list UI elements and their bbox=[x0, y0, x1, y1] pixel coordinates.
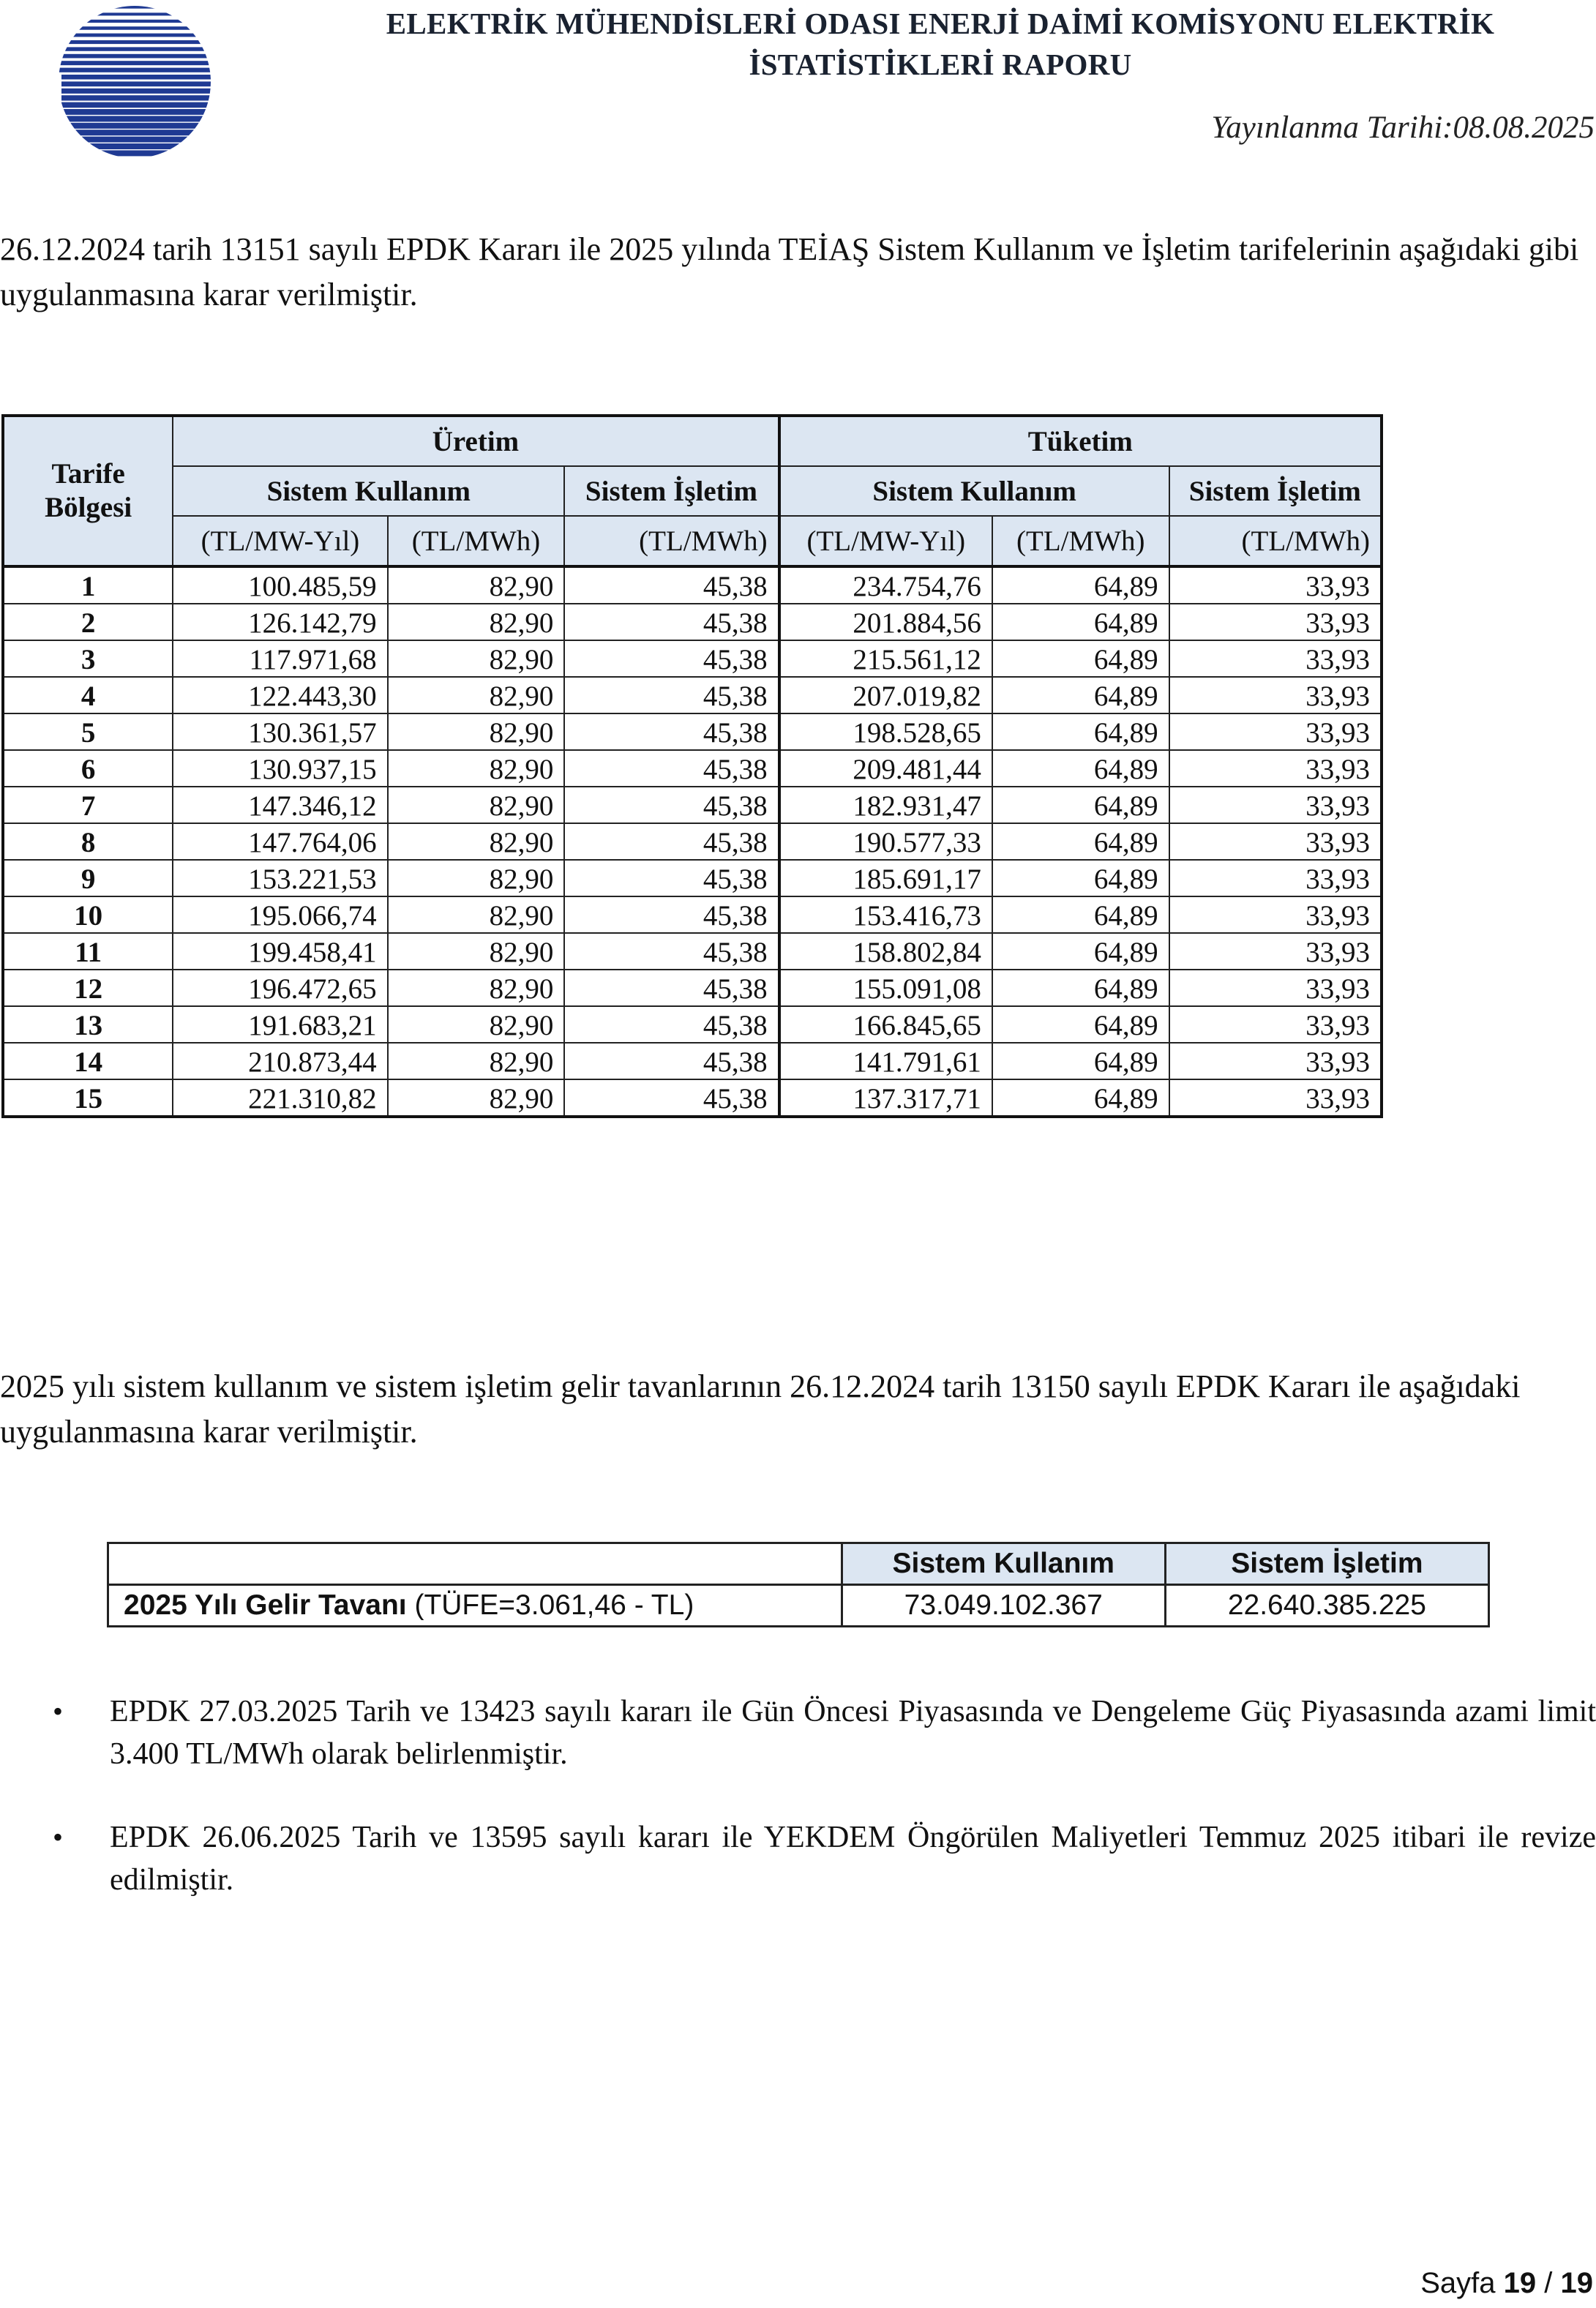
tariff-value-cell: 221.310,82 bbox=[173, 1079, 387, 1117]
tariff-value-cell: 45,38 bbox=[564, 604, 779, 640]
tariff-value-cell: 45,38 bbox=[564, 933, 779, 970]
tariff-value-cell: 117.971,68 bbox=[173, 640, 387, 677]
region-number-cell: 15 bbox=[3, 1079, 173, 1117]
tariff-value-cell: 33,93 bbox=[1169, 896, 1382, 933]
second-paragraph: 2025 yılı sistem kullanım ve sistem işletim gelir tavanlarının 26.12.2024 tarih 13150 sayılı EPDK Kararı ile aşağıdaki uygulanmasına karar verilmiştir. bbox=[0, 1368, 1521, 1450]
tariff-value-cell: 147.764,06 bbox=[173, 823, 387, 860]
logo-stripe bbox=[61, 75, 220, 80]
tariff-value-cell: 155.091,08 bbox=[779, 970, 992, 1006]
tariff-value-cell: 64,89 bbox=[992, 640, 1169, 677]
tariff-value-cell: 207.019,82 bbox=[779, 677, 992, 713]
tariff-value-cell: 64,89 bbox=[992, 896, 1169, 933]
tariff-value-cell: 126.142,79 bbox=[173, 604, 387, 640]
tariff-value-cell: 141.791,61 bbox=[779, 1043, 992, 1079]
logo-stripe bbox=[61, 143, 220, 149]
tariff-value-cell: 45,38 bbox=[564, 970, 779, 1006]
region-number-cell: 14 bbox=[3, 1043, 173, 1079]
tariff-value-cell: 64,89 bbox=[992, 860, 1169, 896]
logo-stripe bbox=[61, 116, 220, 121]
bullet-item bbox=[0, 1816, 1596, 1901]
production-operation-header: Sistem İşletim bbox=[564, 466, 779, 516]
tariff-value-cell: 82,90 bbox=[388, 787, 565, 823]
logo-stripe bbox=[61, 89, 220, 94]
revenue-cap-label bbox=[108, 1585, 842, 1627]
page-current: 19 bbox=[1503, 2267, 1537, 2299]
table-row bbox=[3, 860, 1382, 896]
tariff-value-cell: 64,89 bbox=[992, 566, 1169, 604]
tariff-value-cell: 234.754,76 bbox=[779, 566, 992, 604]
logo-stripe bbox=[61, 102, 220, 108]
logo-stripe bbox=[54, 12, 220, 15]
tariff-value-cell: 33,93 bbox=[1169, 1006, 1382, 1043]
tariff-value-cell: 82,90 bbox=[388, 566, 565, 604]
tariff-value-cell: 33,93 bbox=[1169, 1043, 1382, 1079]
region-number-cell: 13 bbox=[3, 1006, 173, 1043]
table-row bbox=[3, 604, 1382, 640]
tariff-value-cell: 201.884,56 bbox=[779, 604, 992, 640]
system-usage-value: 73.049.102.367 bbox=[842, 1585, 1165, 1627]
tariff-value-cell: 64,89 bbox=[992, 933, 1169, 970]
tariff-value-cell: 45,38 bbox=[564, 640, 779, 677]
empty-header-cell bbox=[108, 1543, 842, 1585]
table-row bbox=[3, 933, 1382, 970]
production-usage-header: Sistem Kullanım bbox=[173, 466, 564, 516]
tariff-value-cell: 33,93 bbox=[1169, 677, 1382, 713]
tariff-value-cell: 191.683,21 bbox=[173, 1006, 387, 1043]
region-number-cell: 1 bbox=[3, 566, 173, 604]
tariff-value-cell: 153.416,73 bbox=[779, 896, 992, 933]
table-row bbox=[3, 750, 1382, 787]
tariff-value-cell: 45,38 bbox=[564, 860, 779, 896]
logo-stripe bbox=[54, 20, 220, 23]
tariff-value-cell: 215.561,12 bbox=[779, 640, 992, 677]
report-title-line-2: İSTATİSTİKLERİ RAPORU bbox=[749, 48, 1132, 81]
bullet-text: EPDK 27.03.2025 Tarih ve 13423 sayılı kararı ile Gün Öncesi Piyasasında ve Dengeleme Güç Piyasasında azami limit 3.400 TL/MWh olarak belirlenmiştir. bbox=[110, 1695, 1596, 1771]
tariff-value-cell: 198.528,65 bbox=[779, 713, 992, 750]
tariff-value-cell: 196.472,65 bbox=[173, 970, 387, 1006]
region-number-cell: 12 bbox=[3, 970, 173, 1006]
tariff-value-cell: 210.873,44 bbox=[173, 1043, 387, 1079]
tariff-value-cell: 33,93 bbox=[1169, 750, 1382, 787]
bullet-item bbox=[0, 1690, 1596, 1775]
tariff-value-cell: 33,93 bbox=[1169, 860, 1382, 896]
tariff-value-cell: 153.221,53 bbox=[173, 860, 387, 896]
table-row bbox=[3, 1079, 1382, 1117]
logo-stripe bbox=[54, 34, 220, 37]
tariff-value-cell: 45,38 bbox=[564, 566, 779, 604]
bullet-icon: • bbox=[53, 1695, 64, 1728]
table-row bbox=[3, 1043, 1382, 1079]
region-number-cell: 5 bbox=[3, 713, 173, 750]
tariff-value-cell: 190.577,33 bbox=[779, 823, 992, 860]
tariff-value-cell: 64,89 bbox=[992, 970, 1169, 1006]
tariff-value-cell: 33,93 bbox=[1169, 933, 1382, 970]
tariff-value-cell: 182.931,47 bbox=[779, 787, 992, 823]
logo-stripe bbox=[54, 61, 220, 65]
tariff-value-cell: 166.845,65 bbox=[779, 1006, 992, 1043]
tariff-value-cell: 45,38 bbox=[564, 823, 779, 860]
tariff-value-cell: 82,90 bbox=[388, 970, 565, 1006]
tariff-value-cell: 33,93 bbox=[1169, 713, 1382, 750]
tariff-value-cell: 137.317,71 bbox=[779, 1079, 992, 1117]
region-header: Tarife Bölgesi bbox=[3, 416, 173, 566]
logo-stripe bbox=[54, 6, 220, 9]
bullet-text: EPDK 26.06.2025 Tarih ve 13595 sayılı kararı ile YEKDEM Öngörülen Maliyetleri Temmuz 2025 itibari ile revize edilmiştir. bbox=[110, 1821, 1596, 1897]
revenue-cap-label-bold: 2025 Yılı Gelir Tavanı bbox=[124, 1589, 407, 1621]
tariff-value-cell: 45,38 bbox=[564, 713, 779, 750]
tariff-value-cell: 82,90 bbox=[388, 677, 565, 713]
region-number-cell: 9 bbox=[3, 860, 173, 896]
system-operation-header: Sistem İşletim bbox=[1165, 1543, 1488, 1585]
table-row bbox=[3, 970, 1382, 1006]
revenue-cap-table bbox=[107, 1542, 1490, 1627]
tariff-value-cell: 64,89 bbox=[992, 1006, 1169, 1043]
tariff-value-cell: 130.361,57 bbox=[173, 713, 387, 750]
tariff-value-cell: 33,93 bbox=[1169, 604, 1382, 640]
tariff-value-cell: 33,93 bbox=[1169, 970, 1382, 1006]
tariff-value-cell: 82,90 bbox=[388, 750, 565, 787]
tariff-value-cell: 82,90 bbox=[388, 1043, 565, 1079]
tariff-value-cell: 82,90 bbox=[388, 640, 565, 677]
emo-logo bbox=[54, 0, 220, 160]
region-number-cell: 11 bbox=[3, 933, 173, 970]
logo-stripe bbox=[61, 130, 220, 135]
system-usage-header: Sistem Kullanım bbox=[842, 1543, 1165, 1585]
tariff-value-cell: 64,89 bbox=[992, 750, 1169, 787]
tariff-value-cell: 64,89 bbox=[992, 604, 1169, 640]
report-title-line-1: ELEKTRİK MÜHENDİSLERİ ODASI ENERJİ DAİMİ KOMİSYONU ELEKTRİK bbox=[386, 7, 1495, 40]
logo-stripe bbox=[61, 81, 220, 86]
tariff-value-cell: 82,90 bbox=[388, 604, 565, 640]
logo-stripe bbox=[54, 47, 220, 50]
tariff-value-cell: 199.458,41 bbox=[173, 933, 387, 970]
publication-date: Yayınlanma Tarihi:08.08.2025 bbox=[1211, 110, 1595, 145]
tariff-value-cell: 147.346,12 bbox=[173, 787, 387, 823]
tariff-value-cell: 100.485,59 bbox=[173, 566, 387, 604]
table-row bbox=[3, 823, 1382, 860]
tariff-value-cell: 45,38 bbox=[564, 1079, 779, 1117]
tariff-value-cell: 64,89 bbox=[992, 823, 1169, 860]
logo-stripe bbox=[54, 68, 220, 72]
tariff-value-cell: 45,38 bbox=[564, 896, 779, 933]
tariff-value-cell: 122.443,30 bbox=[173, 677, 387, 713]
tariff-value-cell: 130.937,15 bbox=[173, 750, 387, 787]
tariff-value-cell: 45,38 bbox=[564, 1043, 779, 1079]
page-separator: / bbox=[1544, 2267, 1553, 2299]
unit-header: (TL/MWh) bbox=[388, 516, 565, 566]
tariff-value-cell: 45,38 bbox=[564, 787, 779, 823]
tariff-value-cell: 82,90 bbox=[388, 1079, 565, 1117]
logo-stripe bbox=[54, 40, 220, 44]
tariff-value-cell: 64,89 bbox=[992, 1043, 1169, 1079]
unit-header: (TL/MWh) bbox=[564, 516, 779, 566]
tariff-value-cell: 82,90 bbox=[388, 933, 565, 970]
report-title bbox=[278, 3, 1596, 85]
table-row bbox=[3, 896, 1382, 933]
region-number-cell: 2 bbox=[3, 604, 173, 640]
system-operation-value: 22.640.385.225 bbox=[1165, 1585, 1488, 1627]
table-row bbox=[3, 713, 1382, 750]
consumption-operation-header: Sistem İşletim bbox=[1169, 466, 1382, 516]
logo-stripe bbox=[61, 109, 220, 115]
consumption-group-header: Tüketim bbox=[779, 416, 1382, 466]
unit-header: (TL/MW-Yıl) bbox=[779, 516, 992, 566]
logo-stripe bbox=[61, 137, 220, 143]
tariff-value-cell: 195.066,74 bbox=[173, 896, 387, 933]
page-word: Sayfa bbox=[1420, 2267, 1496, 2299]
tariff-value-cell: 33,93 bbox=[1169, 823, 1382, 860]
region-number-cell: 10 bbox=[3, 896, 173, 933]
bullet-icon: • bbox=[53, 1821, 64, 1854]
tariff-value-cell: 158.802,84 bbox=[779, 933, 992, 970]
tariff-value-cell: 64,89 bbox=[992, 677, 1169, 713]
tariff-value-cell: 82,90 bbox=[388, 1006, 565, 1043]
region-number-cell: 7 bbox=[3, 787, 173, 823]
region-number-cell: 4 bbox=[3, 677, 173, 713]
tariff-value-cell: 64,89 bbox=[992, 1079, 1169, 1117]
table-row bbox=[3, 677, 1382, 713]
tariff-value-cell: 82,90 bbox=[388, 713, 565, 750]
intro-paragraph: 26.12.2024 tarih 13151 sayılı EPDK Kararı ile 2025 yılında TEİAŞ Sistem Kullanım ve İşletim tarifelerinin aşağıdaki gibi uygulanmasına karar verilmiştir. bbox=[0, 231, 1579, 312]
tariff-value-cell: 82,90 bbox=[388, 860, 565, 896]
page-number bbox=[1420, 2267, 1593, 2300]
region-number-cell: 6 bbox=[3, 750, 173, 787]
unit-header: (TL/MWh) bbox=[1169, 516, 1382, 566]
table-row bbox=[3, 640, 1382, 677]
table-row bbox=[3, 787, 1382, 823]
bullet-list bbox=[0, 1690, 1596, 1942]
tariff-table bbox=[1, 414, 1383, 1118]
logo-stripe bbox=[54, 26, 220, 30]
tariff-value-cell: 64,89 bbox=[992, 787, 1169, 823]
tariff-value-cell: 82,90 bbox=[388, 823, 565, 860]
tariff-value-cell: 33,93 bbox=[1169, 566, 1382, 604]
tariff-value-cell: 45,38 bbox=[564, 677, 779, 713]
tariff-value-cell: 45,38 bbox=[564, 750, 779, 787]
unit-header: (TL/MWh) bbox=[992, 516, 1169, 566]
tariff-value-cell: 33,93 bbox=[1169, 787, 1382, 823]
tariff-value-cell: 33,93 bbox=[1169, 1079, 1382, 1117]
logo-stripe bbox=[54, 54, 220, 59]
tariff-value-cell: 82,90 bbox=[388, 896, 565, 933]
logo-stripe bbox=[61, 150, 220, 156]
consumption-usage-header: Sistem Kullanım bbox=[779, 466, 1169, 516]
table-row bbox=[3, 1006, 1382, 1043]
logo-stripe bbox=[61, 95, 220, 100]
tariff-value-cell: 185.691,17 bbox=[779, 860, 992, 896]
tariff-value-cell: 64,89 bbox=[992, 713, 1169, 750]
tariff-value-cell: 45,38 bbox=[564, 1006, 779, 1043]
region-number-cell: 3 bbox=[3, 640, 173, 677]
tariff-value-cell: 209.481,44 bbox=[779, 750, 992, 787]
revenue-cap-label-cpi: (TÜFE=3.061,46 - TL) bbox=[406, 1589, 694, 1621]
logo-stripe bbox=[61, 123, 220, 129]
page-total: 19 bbox=[1560, 2267, 1593, 2299]
table-row bbox=[3, 566, 1382, 604]
tariff-value-cell: 33,93 bbox=[1169, 640, 1382, 677]
production-group-header: Üretim bbox=[173, 416, 779, 466]
region-number-cell: 8 bbox=[3, 823, 173, 860]
unit-header: (TL/MW-Yıl) bbox=[173, 516, 387, 566]
